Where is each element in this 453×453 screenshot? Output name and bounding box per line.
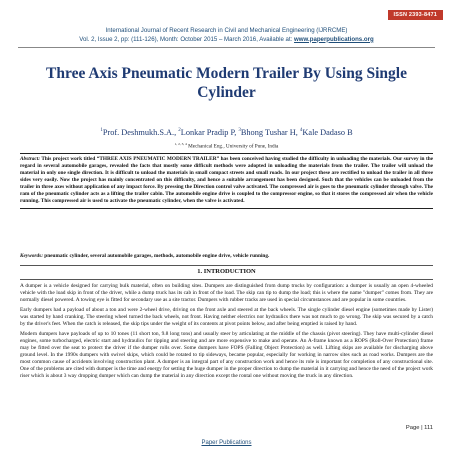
journal-header: [20, 27, 433, 44]
abstract-text: This project work titled “THREE AXIS PNEUMATIC MODERN TRAILER” has been conceived having studied the difficulty in unloading the materials. Our survey in the regard in several automobile garages, revealed the facts that mostly some difficult methods were adopted in unloading the materials from the trailer. The trailer will unload the material in only one single direction. It is difficult to unload the materials in small compact streets and small roads. In our project these are rectified to unload the trailer in all three sides very easily. Now the project has mainly concentrated on this difficulty, and hence a suitable arrangement has been designed. Such that the vehicles can be unloaded from the trailer in three axes without application of any impact force. By pressing the Direction control valve activated. The compressed air is goes to the pneumatic cylinder through valve. The ram of the pneumatic cylinder acts as a lifting the trailer cabin. The automobile engine drive is coupled to the compressor engine, so that it stores the compressed air when the vehicle running. This compressed air is used to activate the pneumatic cylinder, when the valve is activated.: [20, 156, 433, 204]
paper-title: Three Axis Pneumatic Modern Trailer By Using Single Cylinder: [46, 65, 407, 101]
header-rule: [18, 47, 435, 48]
keywords: [20, 253, 433, 260]
keywords-label: Keywords:: [20, 253, 43, 259]
section-rule-bottom: [20, 279, 433, 280]
author-1: $^1$Prof. Deshmukh.S.A.,: [100, 128, 179, 137]
issue-text: Vol. 2, Issue 2, pp: (111-126), Month: October 2015 – March 2016, Available at:: [79, 35, 295, 43]
author-2: $^2$Lonkar Pradip P,: [178, 128, 239, 137]
section-heading: 1. INTRODUCTION: [197, 268, 256, 275]
introduction-body: [20, 283, 433, 383]
abstract-label: Abstract:: [20, 156, 41, 162]
author-4: $^4$Kale Dadaso B: [299, 128, 353, 137]
paragraph: Modern dumpers have payloads of up to 10 tones (11 short ton, 9.8 long tons) and usually steer by articulating at the middle of the chassis (pivot steering). They have multi-cylinder diesel engines, some turbocharged, electric start and hydraulics for tipping and steering and are more expensive to make and operate. An A-frame known as a ROPS (Roll-Over Protection) frame may be fitted over the seat to protect the driver if the dumper rolls over. Some dumpers have FOPS (Falling Object Protection) as well. Lifting skips are available for discharging above ground level. In the 1990s dumpers with swivel skips, which could be rotated to tip sideways, became popular, especially for working in narrow sites such as road works. Dumpers are the most common cause of accidents involving construction plant. A dumper is an integral part of any construction work and hence its role is important for completion of any constructional site. One of the problems are cited with dumper is the time and energy for setting the huge dumper in the proper direction to dump the material in it carrying and hence the need of the project work riser which is about 3 way dropping dumper which can dump the material in any direction except the rontal one without moving the truck in any direction.: [20, 331, 433, 379]
section-rule-top: [20, 265, 433, 266]
affiliation: [20, 142, 433, 150]
issue-line: [20, 36, 433, 45]
author-list: [20, 128, 433, 137]
keywords-text: pneumatic cylinder, several automobile garages, methods, automobile engine drive, vehicle running.: [42, 253, 270, 259]
abstract: [20, 153, 433, 209]
publisher-link[interactable]: Paper Publications: [201, 440, 252, 446]
journal-name: International Journal of Recent Research in Civil and Mechanical Engineering (IJRRCME): [105, 27, 348, 34]
author-3: $^3$Bhong Tushar H,: [238, 128, 300, 137]
issn-badge: ISSN 2393-8471: [388, 10, 443, 20]
journal-site-link[interactable]: www.paperpublications.org: [294, 35, 374, 43]
affiliation-sup: 1, 2, 3, 4: [174, 142, 187, 146]
paragraph: Early dumpers had a payload of about a ton and were 2-wheel drive, driving on the front axle and steered at the back wheels. The single cylinder diesel engine (sometimes made by Lister) was started by hand cranking. The steering wheel turned the back wheels, not front. Having neither electrics nor hydraulics there was not much to go wrong. The skip was secured by a catch by the driver's feet. When the catch is released, the skip tips under the weight of its contents at pivot points below, and after being emptied is raised by hand.: [20, 307, 433, 328]
page-number: Page | 111: [405, 425, 433, 431]
affiliation-text: Mechanical Eng., University of Pune, India: [188, 143, 279, 150]
paragraph: A dumper is a vehicle designed for carrying bulk material, often on building sites. Dumpers are distinguished from dump trucks by configuration: a dumper is usually an open 4-wheeled vehicle with the load skip in front of the driver, while a dump truck has its cab in front of the load. The skip can tip to dump the load; this is where the name "dumper" comes from. They are normally diesel powered. A towing eye is fitted for secondary use as a site tractor. Dumpers with rubber tracks are used in special circumstances and are popular in some countries.: [20, 283, 433, 303]
